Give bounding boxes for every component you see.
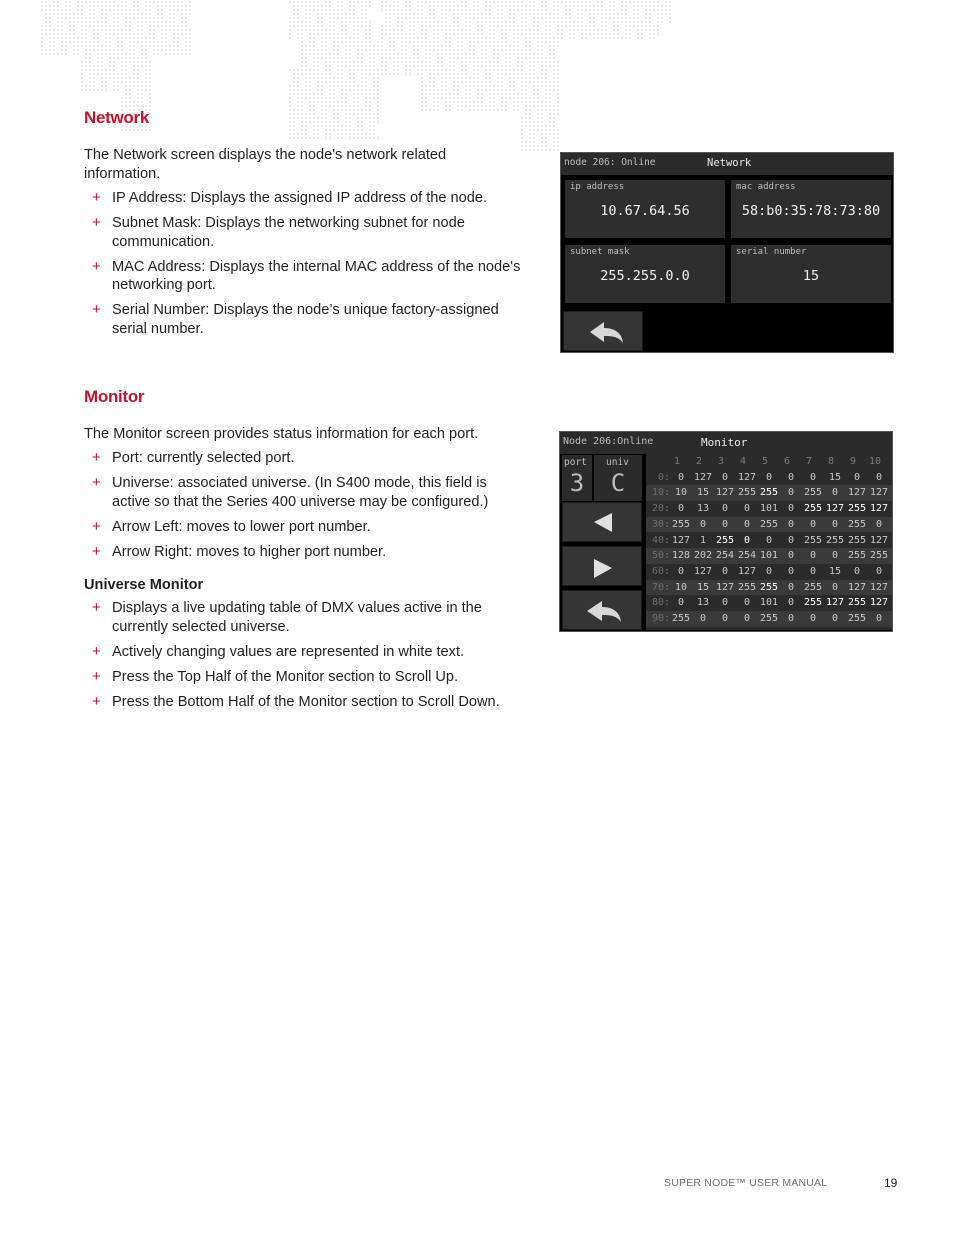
dmx-value-cell: 127 xyxy=(671,534,691,546)
dmx-value-cell: 255 xyxy=(847,613,867,624)
dmx-value-cell: 255 xyxy=(759,518,779,530)
table-row xyxy=(646,611,892,627)
dmx-value-cell: 255 xyxy=(803,581,823,593)
table-row xyxy=(646,501,892,517)
dmx-value-cell: 15 xyxy=(828,471,842,483)
column-header: 3 xyxy=(717,456,725,467)
right-arrow-icon xyxy=(563,547,643,587)
dmx-value-cell: 0 xyxy=(699,518,707,530)
table-row xyxy=(646,548,892,564)
universe-monitor-subheading: Universe Monitor xyxy=(84,577,204,593)
dmx-value-cell: 255 xyxy=(847,597,867,609)
dmx-value-cell: 15 xyxy=(828,565,842,577)
back-arrow-icon xyxy=(563,591,643,631)
plus-bullet-icon: + xyxy=(92,474,101,491)
dmx-value-cell: 127 xyxy=(737,565,757,577)
plus-bullet-icon: + xyxy=(92,667,101,685)
dmx-value-cell: 127 xyxy=(869,487,889,499)
universe-monitor-bullet-list xyxy=(84,599,524,718)
dmx-value-cell: 0 xyxy=(743,597,751,609)
plus-bullet-icon: + xyxy=(92,642,101,660)
dmx-value-cell: 255 xyxy=(803,487,823,499)
dmx-value-cell: 0 xyxy=(787,534,795,546)
dmx-value-cell: 255 xyxy=(737,487,757,499)
plus-bullet-icon: + xyxy=(92,517,101,535)
dmx-value-cell: 202 xyxy=(693,550,713,562)
network-bullet-list xyxy=(84,189,524,345)
dmx-value-cell: 0 xyxy=(787,487,795,499)
list-item: + Serial Number: Displays the node’s unique factory-assigned serial number. xyxy=(92,301,499,337)
dmx-value-cell: 0 xyxy=(853,471,861,483)
dmx-value-cell: 0 xyxy=(875,518,883,530)
dmx-value-cell: 0 xyxy=(787,503,795,515)
dmx-value-cell: 1 xyxy=(699,534,707,546)
list-item: + IP Address: Displays the assigned IP address of the node. xyxy=(92,189,488,206)
dmx-value-cell: 127 xyxy=(869,597,889,609)
network-screen xyxy=(560,152,894,353)
dmx-value-cell: 255 xyxy=(759,487,779,499)
table-row xyxy=(646,580,892,596)
dmx-value-cell: 255 xyxy=(847,550,867,562)
dmx-value-cell: 255 xyxy=(869,550,889,562)
table-row xyxy=(646,564,892,580)
dmx-value-cell: 0 xyxy=(721,471,729,483)
dmx-value-cell: 127 xyxy=(847,487,867,499)
dmx-value-cell: 0 xyxy=(677,597,685,609)
plus-bullet-icon: + xyxy=(92,542,101,560)
row-label: 20: xyxy=(651,503,670,515)
dmx-value-cell: 0 xyxy=(721,503,729,515)
left-arrow-icon xyxy=(563,503,643,543)
row-label: 30: xyxy=(651,518,670,530)
dmx-value-cell: 0 xyxy=(765,565,773,577)
dmx-value-cell: 255 xyxy=(671,518,691,530)
dmx-value-cell: 127 xyxy=(737,471,757,483)
subnet-mask-field: subnet mask 255.255.0.0 xyxy=(565,245,725,303)
dmx-value-cell: 255 xyxy=(803,503,823,515)
list-item: + Press the Bottom Half of the Monitor section to Scroll Down. xyxy=(92,692,500,710)
world-map-background xyxy=(0,0,700,160)
dmx-value-cell: 254 xyxy=(737,550,757,562)
universe-field[interactable]: univ C xyxy=(594,455,642,501)
dmx-value-cell: 0 xyxy=(831,518,839,530)
monitor-bullet-list xyxy=(84,449,524,568)
dmx-value-cell: 255 xyxy=(759,613,779,624)
row-label: 60: xyxy=(651,565,670,577)
dmx-value-cell: 0 xyxy=(809,550,817,562)
port-field[interactable]: port 3 xyxy=(562,455,592,501)
dmx-value-cell: 0 xyxy=(721,518,729,530)
dmx-value-cell: 0 xyxy=(853,565,861,577)
plus-bullet-icon: + xyxy=(92,214,101,231)
dmx-value-cell: 101 xyxy=(759,550,779,562)
monitor-screen xyxy=(559,431,893,632)
dmx-value-cell: 0 xyxy=(699,613,707,624)
list-item: + Press the Top Half of the Monitor section to Scroll Up. xyxy=(92,667,459,685)
dmx-value-cell: 127 xyxy=(715,487,735,499)
column-header: 2 xyxy=(695,456,703,467)
dmx-value-cell: 255 xyxy=(847,518,867,530)
screen-title: Network xyxy=(707,157,752,169)
dmx-value-cell: 0 xyxy=(743,503,751,515)
monitor-intro: The Monitor screen provides status information for each port. xyxy=(84,426,479,442)
row-label: 40: xyxy=(651,534,670,546)
dmx-value-cell: 0 xyxy=(831,550,839,562)
list-item: + Universe: associated universe. (In S400 mode, this field is active so that the Series 400 universe may be configured.) xyxy=(92,474,489,510)
list-item: + Arrow Left: moves to lower port number. xyxy=(92,517,371,535)
dmx-value-cell: 15 xyxy=(696,487,710,499)
row-label: 0: xyxy=(657,471,670,483)
dmx-value-cell: 13 xyxy=(696,503,710,515)
column-header: 8 xyxy=(827,456,835,467)
dmx-value-cell: 0 xyxy=(787,518,795,530)
dmx-value-cell: 254 xyxy=(715,550,735,562)
dmx-value-cell: 0 xyxy=(787,613,795,624)
dmx-value-cell: 0 xyxy=(787,597,795,609)
dmx-value-cell: 255 xyxy=(825,534,845,546)
back-button[interactable] xyxy=(562,590,642,630)
plus-bullet-icon: + xyxy=(92,301,101,318)
row-label: 50: xyxy=(651,550,670,562)
list-item: + Subnet Mask: Displays the networking subnet for node communication. xyxy=(92,214,465,250)
mac-address-value: 58:b0:35:78:73:80 xyxy=(741,203,881,219)
dmx-value-cell: 0 xyxy=(831,487,839,499)
column-header: 6 xyxy=(783,456,791,467)
page-number: 19 xyxy=(884,1176,898,1190)
dmx-value-cell: 10 xyxy=(674,581,688,593)
dmx-value-cell: 0 xyxy=(743,534,751,546)
dmx-value-cell: 0 xyxy=(765,534,773,546)
dmx-value-cell: 0 xyxy=(721,613,729,624)
table-row xyxy=(646,595,892,611)
monitor-heading: Monitor xyxy=(84,387,145,406)
dmx-value-cell: 127 xyxy=(869,581,889,593)
dmx-value-cell: 0 xyxy=(787,565,795,577)
dmx-value-cell: 15 xyxy=(696,581,710,593)
column-header: 5 xyxy=(761,456,769,467)
back-button[interactable] xyxy=(563,311,643,351)
screen-status-bar xyxy=(560,432,892,454)
dmx-value-cell: 0 xyxy=(809,613,817,624)
column-header: 9 xyxy=(849,456,857,467)
table-header-row xyxy=(646,454,892,470)
dmx-value-cell: 0 xyxy=(831,613,839,624)
dmx-value-cell: 0 xyxy=(787,581,795,593)
column-header: 7 xyxy=(805,456,813,467)
dmx-value-cell: 127 xyxy=(847,581,867,593)
dmx-value-cell: 255 xyxy=(803,597,823,609)
dmx-value-cell: 0 xyxy=(765,471,773,483)
row-label: 70: xyxy=(651,581,670,593)
list-item: + Displays a live updating table of DMX values active in the currently selected universe. xyxy=(92,599,482,635)
column-header: 1 xyxy=(673,456,681,467)
dmx-value-cell: 128 xyxy=(671,550,691,562)
table-row xyxy=(646,470,892,486)
dmx-value-cell: 0 xyxy=(721,565,729,577)
dmx-value-cell: 0 xyxy=(809,471,817,483)
column-header: 4 xyxy=(739,456,747,467)
dmx-value-cell: 127 xyxy=(869,534,889,546)
dmx-value-cell: 0 xyxy=(787,471,795,483)
manual-title: SUPER NODE™ USER MANUAL xyxy=(664,1177,828,1189)
list-item: + Arrow Right: moves to higher port number. xyxy=(92,542,387,560)
screen-title: Monitor xyxy=(701,436,748,449)
dmx-value-cell: 0 xyxy=(809,565,817,577)
column-header: 10 xyxy=(868,456,882,467)
back-arrow-icon xyxy=(564,312,644,352)
dmx-value-cell: 255 xyxy=(803,534,823,546)
node-status: Node 206:Online xyxy=(563,436,654,447)
universe-value: C xyxy=(610,469,626,497)
serial-number-field: serial number 15 xyxy=(731,245,891,303)
dmx-value-cell: 0 xyxy=(677,471,685,483)
dmx-value-cell: 255 xyxy=(847,534,867,546)
dmx-value-cell: 13 xyxy=(696,597,710,609)
dmx-value-cell: 0 xyxy=(743,518,751,530)
ip-address-field: ip address 10.67.64.56 xyxy=(565,180,725,238)
arrow-right-button[interactable] xyxy=(562,546,642,586)
dmx-value-cell: 0 xyxy=(875,471,883,483)
dmx-value-cell: 127 xyxy=(869,503,889,515)
dmx-value-cell: 255 xyxy=(671,613,691,624)
dmx-value-cell: 0 xyxy=(875,613,883,624)
universe-monitor-table[interactable] xyxy=(646,454,892,630)
dmx-value-cell: 127 xyxy=(693,471,713,483)
ip-address-value: 10.67.64.56 xyxy=(600,203,690,219)
network-intro: The Network screen displays the node's network related information. xyxy=(84,147,447,182)
dmx-value-cell: 0 xyxy=(809,518,817,530)
row-label: 80: xyxy=(651,597,670,609)
port-value: 3 xyxy=(569,469,585,497)
row-label: 90: xyxy=(651,613,670,624)
dmx-value-cell: 127 xyxy=(825,503,845,515)
dmx-value-cell: 0 xyxy=(743,613,751,624)
dmx-value-cell: 255 xyxy=(759,581,779,593)
table-row xyxy=(646,517,892,533)
network-heading: Network xyxy=(84,108,149,127)
dmx-value-cell: 101 xyxy=(759,597,779,609)
dmx-value-cell: 101 xyxy=(759,503,779,515)
serial-number-value: 15 xyxy=(802,268,820,284)
dmx-value-cell: 127 xyxy=(693,565,713,577)
arrow-left-button[interactable] xyxy=(562,502,642,542)
mac-address-field: mac address 58:b0:35:78:73:80 xyxy=(731,180,891,238)
table-row xyxy=(646,485,892,501)
plus-bullet-icon: + xyxy=(92,449,101,466)
screen-status-bar xyxy=(561,153,893,175)
list-item: + MAC Address: Displays the internal MAC address of the node's networking port. xyxy=(92,257,521,293)
plus-bullet-icon: + xyxy=(92,189,101,206)
plus-bullet-icon: + xyxy=(92,257,101,275)
dmx-value-cell: 255 xyxy=(847,503,867,515)
table-row xyxy=(646,533,892,549)
dmx-value-cell: 255 xyxy=(715,534,735,546)
dmx-value-cell: 255 xyxy=(737,581,757,593)
dmx-value-cell: 0 xyxy=(721,597,729,609)
dmx-value-cell: 0 xyxy=(831,581,839,593)
subnet-mask-value: 255.255.0.0 xyxy=(600,268,690,284)
dmx-value-cell: 0 xyxy=(677,503,685,515)
dmx-value-cell: 0 xyxy=(787,550,795,562)
dmx-value-cell: 127 xyxy=(825,597,845,609)
node-status: node 206: Online xyxy=(564,157,656,168)
dmx-value-cell: 0 xyxy=(677,565,685,577)
list-item: + Actively changing values are represented in white text. xyxy=(92,642,465,660)
dmx-value-cell: 10 xyxy=(674,487,688,499)
dmx-value-cell: 127 xyxy=(715,581,735,593)
list-item: + Port: currently selected port. xyxy=(92,449,295,466)
plus-bullet-icon: + xyxy=(92,599,101,616)
row-label: 10: xyxy=(651,487,670,499)
dmx-value-cell: 0 xyxy=(875,565,883,577)
plus-bullet-icon: + xyxy=(92,692,101,710)
